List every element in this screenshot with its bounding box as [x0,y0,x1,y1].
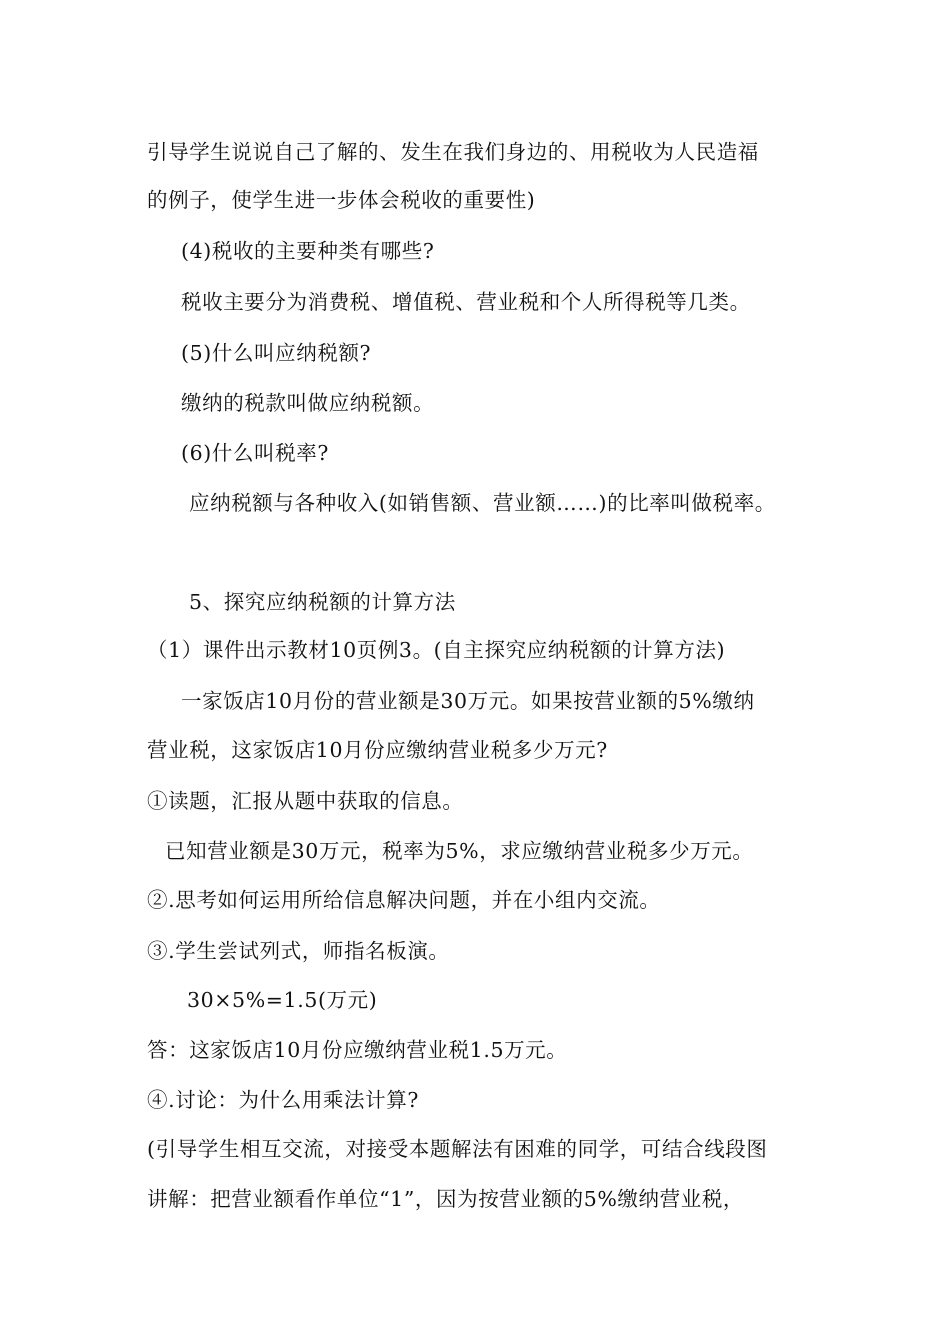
answer-line: 应纳税额与各种收入(如销售额、营业额……)的比率叫做税率。 [189,491,776,515]
paragraph-line: (引导学生相互交流，对接受本题解法有困难的同学，可结合线段图 [147,1137,768,1161]
step-line: ④.讨论：为什么用乘法计算? [147,1088,419,1112]
answer-line: 答：这家饭店10月份应缴纳营业税1.5万元。 [147,1038,568,1062]
section-heading: 5、探究应纳税额的计算方法 [189,590,456,614]
question-heading: (6)什么叫税率? [181,441,329,465]
paragraph-line: 已知营业额是30万元，税率为5%，求应缴纳营业税多少万元。 [165,839,754,863]
step-line: ①读题，汇报从题中获取的信息。 [147,789,464,813]
example-problem-line: 一家饭店10月份的营业额是30万元。如果按营业额的5%缴纳 [181,689,755,713]
answer-line: 税收主要分为消费税、增值税、营业税和个人所得税等几类。 [181,290,751,314]
equation-line: 30×5%=1.5(万元) [187,988,378,1012]
question-heading: (5)什么叫应纳税额? [181,341,372,365]
answer-line: 缴纳的税款叫做应纳税额。 [181,391,435,415]
example-problem-line: 营业税，这家饭店10月份应缴纳营业税多少万元? [147,738,608,762]
paragraph-line: 讲解：把营业额看作单位“1”，因为按营业额的5%缴纳营业税， [147,1187,745,1211]
step-line: ③.学生尝试列式，师指名板演。 [147,939,450,963]
paragraph-line: 的例子，使学生进一步体会税收的重要性) [147,188,536,212]
paragraph-line: 引导学生说说自己了解的、发生在我们身边的、用税收为人民造福 [147,140,759,164]
paragraph-line: （1）课件出示教材10页例3。(自主探究应纳税额的计算方法) [147,638,726,662]
question-heading: (4)税收的主要种类有哪些? [181,239,435,263]
step-line: ②.思考如何运用所给信息解决问题，并在小组内交流。 [147,888,661,912]
